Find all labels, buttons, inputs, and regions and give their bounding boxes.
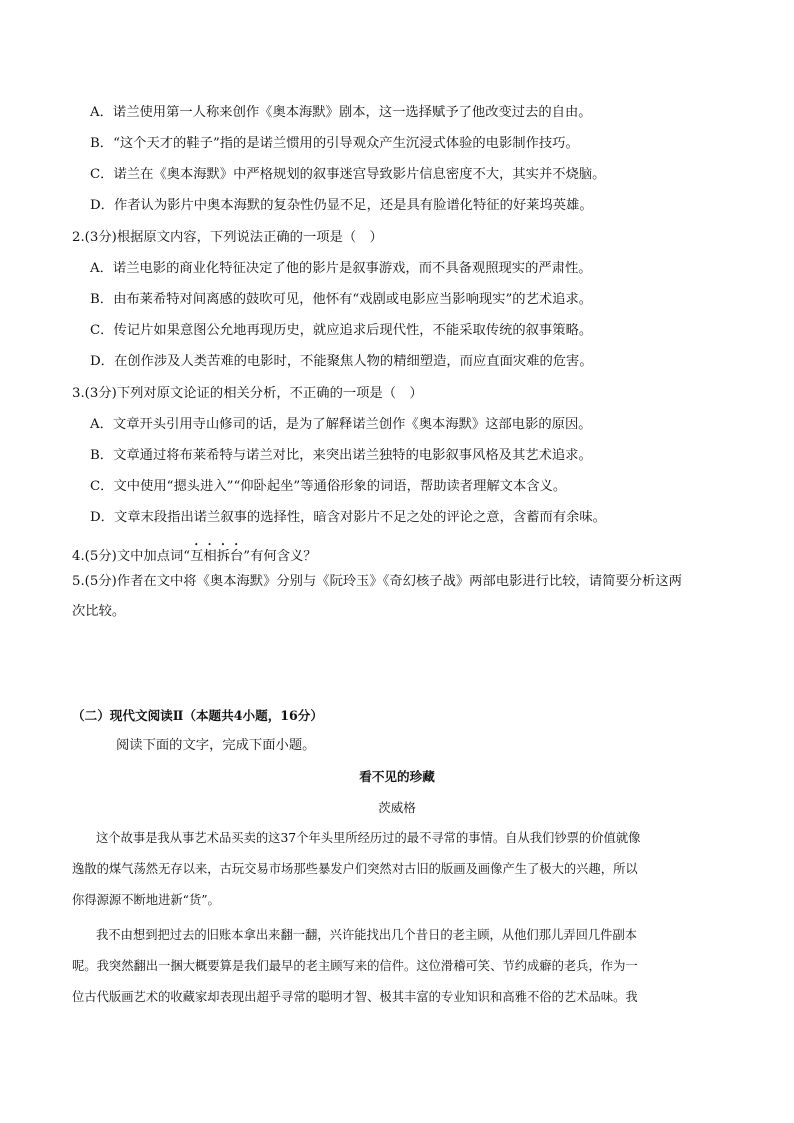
q2-option-d: D．在创作涉及人类苦难的电影时，不能聚焦人物的精细塑造，而应直面灾难的危害。 — [90, 354, 593, 369]
q2-option-b: B．由布莱希特对间离感的鼓吹可见，他怀有“戏剧或电影应当影响现实”的艺术追求。 — [90, 292, 593, 307]
q4-stem — [72, 541, 317, 566]
q5-stem-line1: 5.(5分)作者在文中将《奥本海默》分别与《阮玲玉》《奇幻核子战》两部电影进行比较，请简要分析这两 — [72, 574, 682, 589]
q2-option-c: C．传记片如果意图公允地再现历史，就应追求后现代性，不能采取传统的叙事策略。 — [90, 323, 593, 338]
q1-option-d: D．作者认为影片中奥本海默的复杂性仍显不足，还是具有脸谱化特征的好莱坞英雄。 — [90, 198, 593, 213]
q3-option-c: C．文中使用“摁头进入”“仰卧起坐”等通俗形象的词语，帮助读者理解文本含义。 — [90, 479, 567, 494]
paragraph-2-line-2: 呢。我突然翻出一捆大概要算是我们最早的老主顾写来的信件。这位滑稽可笑、节约成癖的老兵，作为一 — [72, 959, 638, 973]
q3-option-b: B．文章通过将布莱希特与诺兰对比，来突出诺兰独特的电影叙事风格及其艺术追求。 — [90, 448, 592, 463]
paragraph-1-line-1: 这个故事是我从事艺术品买卖的这37个年头里所经历过的最不寻常的事情。自从我们钞票的价值就像 — [96, 831, 641, 845]
q1-option-a: A．诺兰使用第一人称来创作《奥本海默》剧本，这一选择赋予了他改变过去的自由。 — [90, 105, 592, 120]
q1-option-c: C．诺兰在《奥本海默》中严格规划的叙事迷宫导致影片信息密度不大，其实并不烧脑。 — [90, 167, 606, 182]
article-author: 茨威格 — [378, 800, 416, 815]
q2-option-a: A．诺兰电影的商业化特征决定了他的影片是叙事游戏，而不具备观照现实的严肃性。 — [90, 261, 592, 276]
q4-stem-before: 4.(5分)文中加点词“ — [72, 549, 191, 564]
q2-stem: 2.(3分)根据原文内容，下列说法正确的一项是（ ） — [72, 230, 383, 245]
q3-stem: 3.(3分)下列对原文论证的相关分析，不正确的一项是（ ） — [72, 386, 423, 401]
section-title: （二）现代文阅读Ⅱ（本题共4小题，16分） — [72, 708, 323, 723]
q4-stem-after: ”有何含义？ — [243, 549, 317, 564]
reading-instruction: 阅读下面的文字，完成下面小题。 — [116, 738, 316, 753]
paragraph-1-line-2: 逸散的煤气荡然无存以来，古玩交易市场那些暴发户们突然对古旧的版画及画像产生了极大的兴趣，所以 — [72, 862, 638, 876]
paragraph-2-line-3: 位古代版画艺术的收藏家却表现出超乎寻常的聪明才智、极其丰富的专业知识和高雅不俗的艺术品味。我 — [72, 990, 638, 1004]
q4-dotted-word: 互相拆台 — [190, 549, 244, 564]
q3-option-d: D．文章末段指出诺兰叙事的选择性，暗含对影片不足之处的评论之意，含蓄而有余味。 — [90, 510, 606, 525]
q5-stem-line2: 次比较。 — [72, 604, 126, 619]
paragraph-1-line-3: 你得源源不断地进新“货”。 — [72, 893, 220, 907]
paragraph-2-line-1: 我不由想到把过去的旧账本拿出来翻一翻，兴许能找出几个昔日的老主顾，从他们那儿弄回几件副本 — [96, 928, 638, 942]
article-title: 看不见的珍藏 — [359, 769, 435, 784]
q1-option-b: B．“这个天才的鞋子”指的是诺兰惯用的引导观众产生沉浸式体验的电影制作技巧。 — [90, 136, 579, 151]
q3-option-a: A．文章开头引用寺山修司的话，是为了解释诺兰创作《奥本海默》这部电影的原因。 — [90, 417, 592, 432]
